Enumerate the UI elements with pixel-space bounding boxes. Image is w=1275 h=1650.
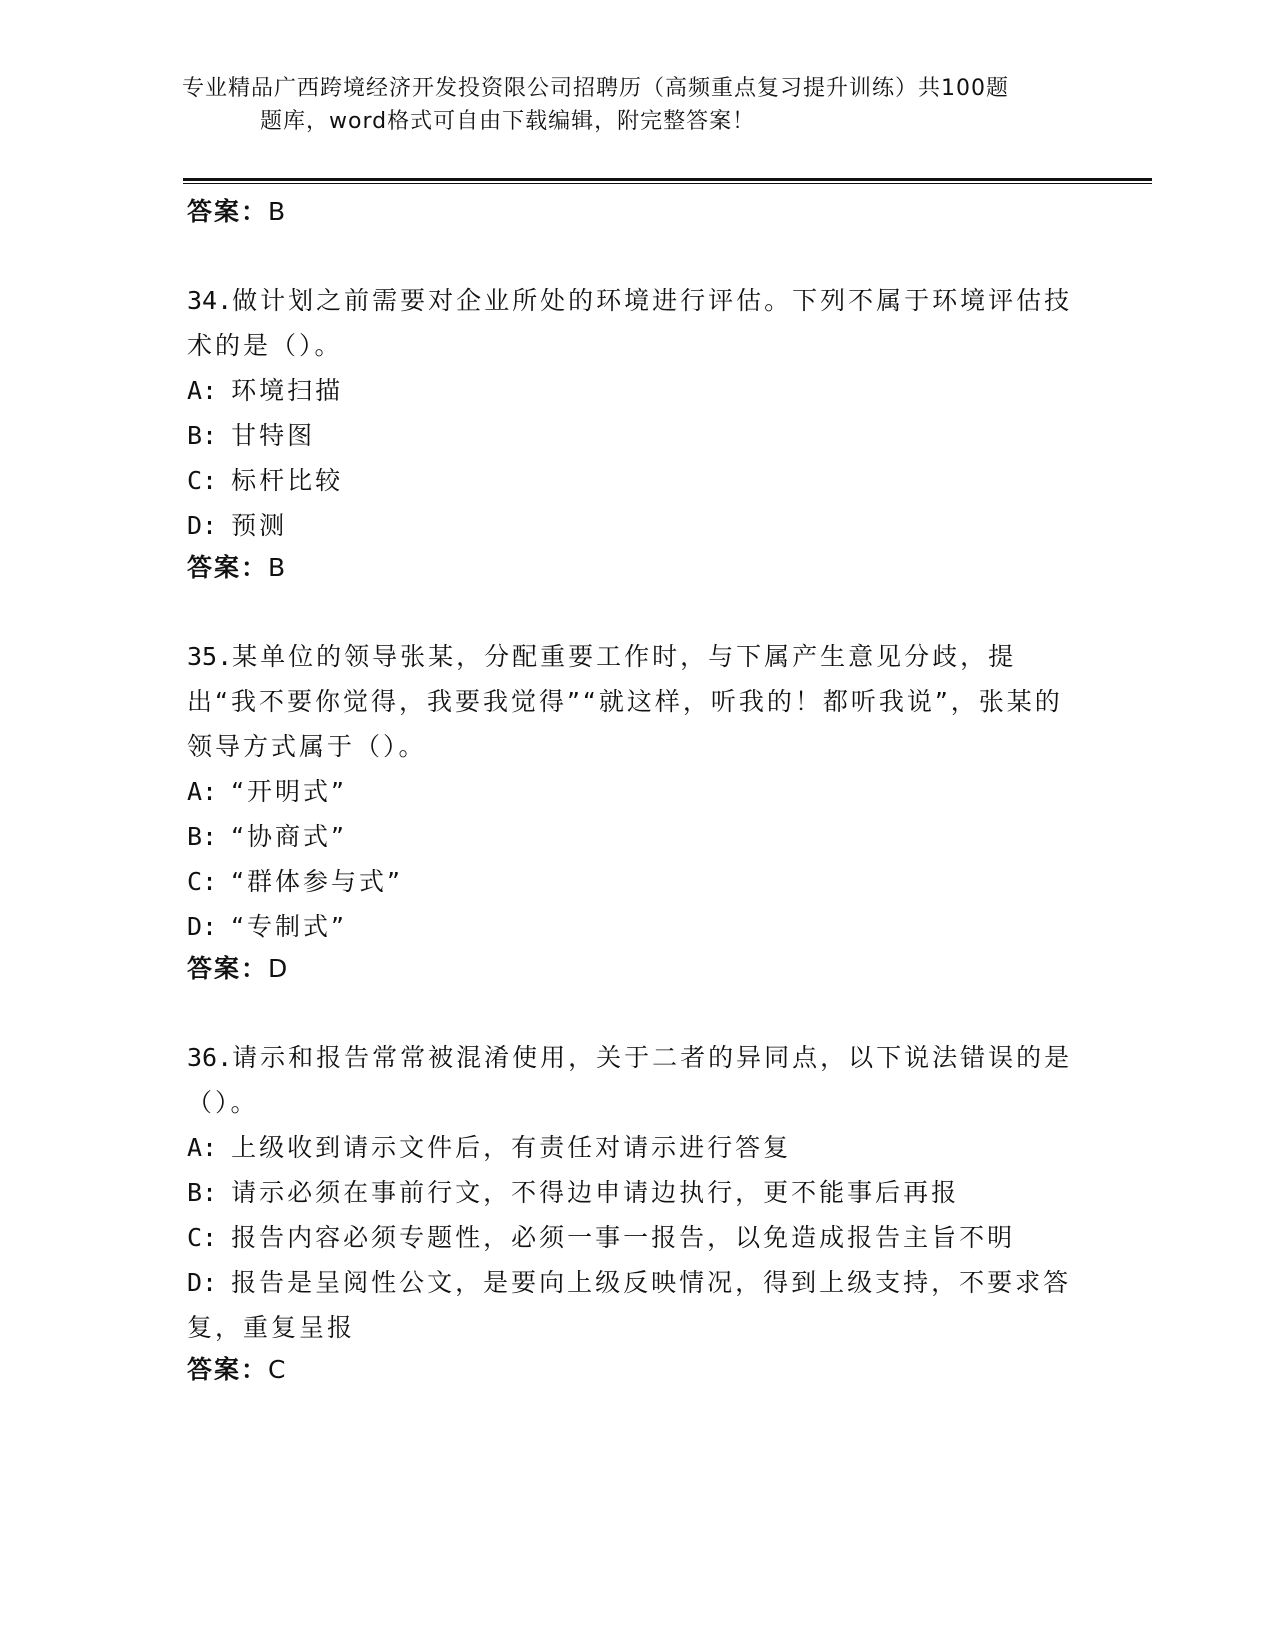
option-text: “协商式” [231, 822, 348, 851]
option-key: B: [187, 421, 218, 450]
option-key: A: [187, 777, 218, 806]
question-36 [187, 1035, 1087, 1390]
header-title-line1: 专业精品广西跨境经济开发投资限公司招聘历（高频重点复习提升训练）共100题 [182, 76, 1009, 101]
option-key: D: [187, 912, 218, 941]
option-text: 请示必须在事前行文，不得边申请边执行，更不能事后再报 [231, 1178, 960, 1207]
answer-value: B [268, 197, 288, 226]
header-divider-thin [183, 183, 1152, 184]
option-a [187, 368, 1087, 413]
page-header [182, 72, 1062, 138]
option-text: 报告内容必须专题性，必须一事一报告，以免造成报告主旨不明 [231, 1223, 1016, 1252]
answer-label: 答案： [187, 1355, 269, 1384]
option-b [187, 413, 1087, 458]
question-35 [187, 634, 1087, 989]
option-text: 预测 [231, 511, 288, 540]
option-text: “群体参与式” [231, 867, 404, 896]
question-number: 36. [187, 1043, 233, 1072]
question-text [187, 634, 1087, 769]
question-34 [187, 278, 1087, 588]
option-d [187, 1260, 1087, 1350]
option-a [187, 769, 1087, 814]
question-stem: 某单位的领导张某，分配重要工作时，与下属产生意见分歧，提出“我不要你觉得，我要我觉得”“就这样，听我的！都听我说”，张某的领导方式属于（）。 [187, 642, 1063, 761]
answer-value: B [268, 553, 288, 582]
answer-label: 答案： [187, 197, 269, 226]
option-key: D: [187, 511, 218, 540]
option-text: 环境扫描 [231, 376, 344, 405]
option-key: C: [187, 466, 218, 495]
option-d [187, 904, 1087, 949]
option-d [187, 503, 1087, 548]
question-text [187, 1035, 1087, 1125]
answer-line [187, 949, 1087, 989]
option-c [187, 859, 1087, 904]
option-key: D: [187, 1268, 218, 1297]
option-text: “专制式” [231, 912, 348, 941]
option-key: C: [187, 1223, 218, 1252]
answer-value: D [268, 954, 290, 983]
header-divider-thick [183, 178, 1152, 181]
option-key: B: [187, 1178, 218, 1207]
question-list [187, 192, 1087, 1390]
answer-line [187, 548, 1087, 588]
question-stem: 请示和报告常常被混淆使用，关于二者的异同点，以下说法错误的是（）。 [187, 1043, 1073, 1117]
option-key: B: [187, 822, 218, 851]
option-text: “开明式” [231, 777, 348, 806]
option-c [187, 458, 1087, 503]
answer-label: 答案： [187, 954, 269, 983]
option-text: 标杆比较 [231, 466, 344, 495]
option-text: 甘特图 [231, 421, 316, 450]
answer-line [187, 192, 1087, 232]
option-a [187, 1125, 1087, 1170]
question-number: 35. [187, 642, 233, 671]
option-key: A: [187, 1133, 218, 1162]
option-key: C: [187, 867, 218, 896]
option-b [187, 1170, 1087, 1215]
option-text: 报告是呈阅性公文，是要向上级反映情况，得到上级支持，不要求答复，重复呈报 [187, 1268, 1072, 1342]
option-b [187, 814, 1087, 859]
answer-value: C [268, 1355, 288, 1384]
header-title-line2: 题库，word格式可自由下载编辑，附完整答案！ [260, 109, 756, 134]
answer-label: 答案： [187, 553, 269, 582]
option-text: 上级收到请示文件后，有责任对请示进行答复 [231, 1133, 792, 1162]
option-key: A: [187, 376, 218, 405]
question-number: 34. [187, 286, 233, 315]
question-text [187, 278, 1087, 368]
question-stem: 做计划之前需要对企业所处的环境进行评估。下列不属于环境评估技术的是（）。 [187, 286, 1073, 360]
option-c [187, 1215, 1087, 1260]
answer-line [187, 1350, 1087, 1390]
